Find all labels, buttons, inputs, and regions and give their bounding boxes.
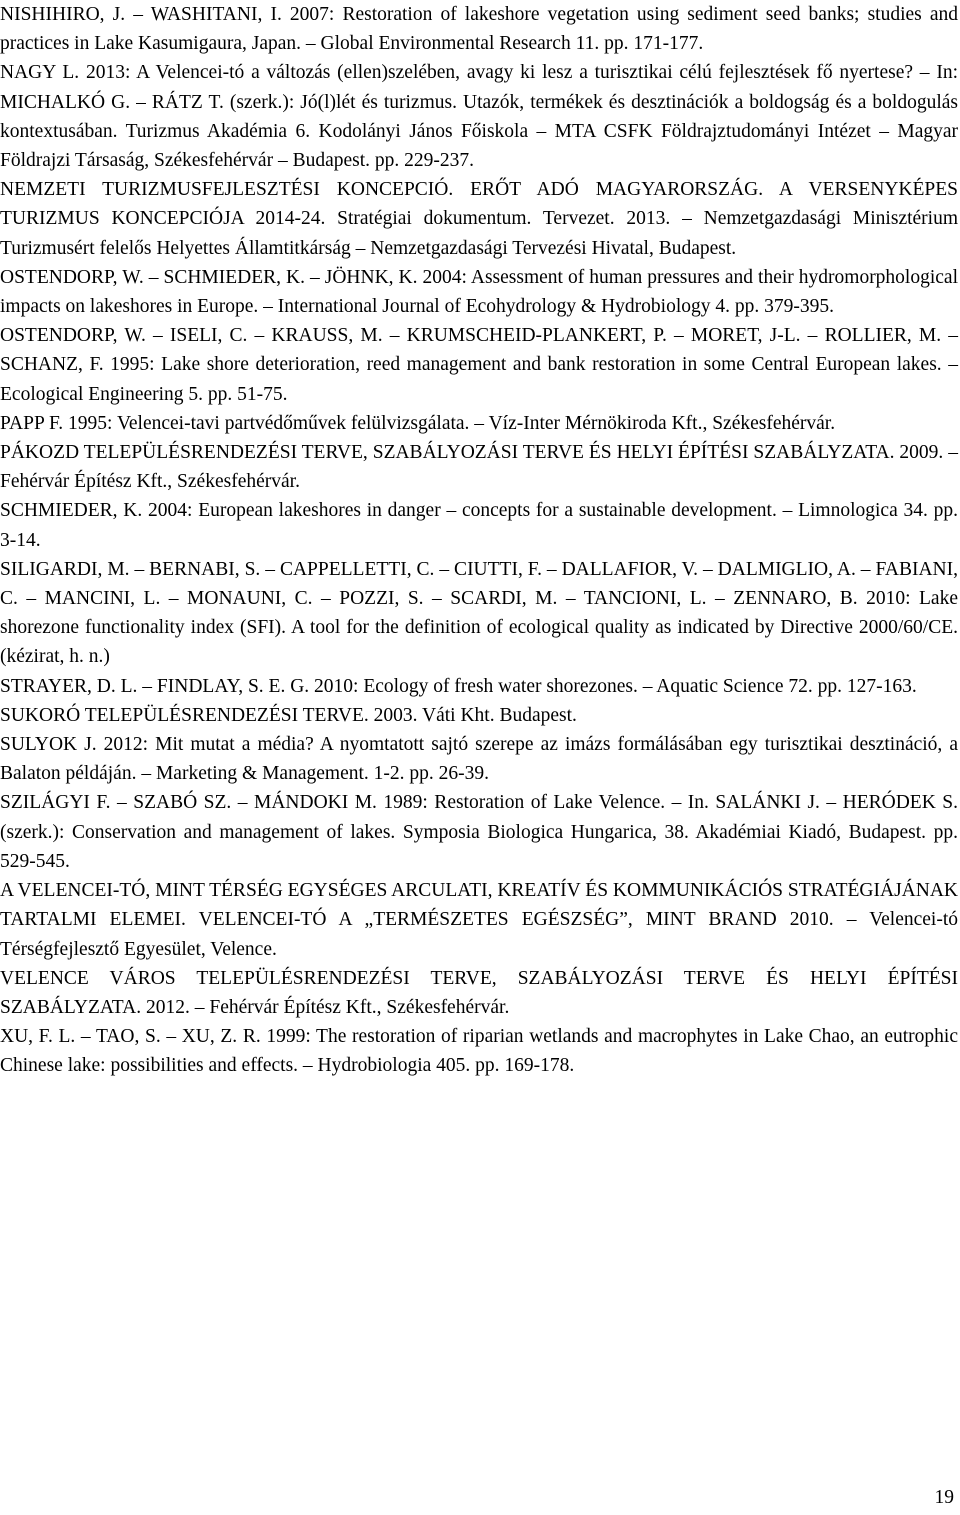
reference-entry: NISHIHIRO, J. – WASHITANI, I. 2007: Restoration of lakeshore vegetation using sediment seed banks; studies and practices in Lake Kasumigaura, Japan. – Global Environmental Research 11. pp. 171-177. <box>0 4 958 55</box>
reference-entry: OSTENDORP, W. – SCHMIEDER, K. – JÖHNK, K. 2004: Assessment of human pressures and their hydromorphological impacts on lakeshores in Europe. – International Journal of Ecohydrology & Hydrobiology 4. pp. 379-395. <box>0 266 958 318</box>
reference-entry: NAGY L. 2013: A Velencei-tó a változás (ellen)szelében, avagy ki lesz a turisztikai célú fejlesztések fő nyertese? – In: MICHALKÓ G. – RÁTZ T. (szerk.): Jó(l)lét és turizmus. Utazók, termékek és desztinációk a boldogság és a boldogulás kontextusában. Turizmus Akadémia 6. Kodolányi János Főiskola – MTA CSFK Földrajztudományi Intézet – Magyar Földrajzi Társaság, Székesfehérvár – Budapest. pp. 229-237. <box>0 62 958 172</box>
reference-entry: OSTENDORP, W. – ISELI, C. – KRAUSS, M. – KRUMSCHEID-PLANKERT, P. – MORET, J-L. – ROLLIER, M. – SCHANZ, F. 1995: Lake shore deterioration, reed management and bank restoration in some Central European lakes. – Ecological Engineering 5. pp. 51-75. <box>0 325 958 405</box>
reference-entry: VELENCE VÁROS TELEPÜLÉSRENDEZÉSI TERVE, SZABÁLYOZÁSI TERVE ÉS HELYI ÉPÍTÉSI SZABÁLYZATA. 2012. – Fehérvár Építész Kft., Székesfehérvár. <box>0 967 958 1018</box>
reference-entry: SULYOK J. 2012: Mit mutat a média? A nyomtatott sajtó szerepe az imázs formálásában egy turisztikai desztináció, a Balaton példáján. – Marketing & Management. 1-2. pp. 26-39. <box>0 734 958 785</box>
reference-entry: SCHMIEDER, K. 2004: European lakeshores in danger – concepts for a sustainable development. – Limnologica 34. pp. 3-14. <box>0 500 958 551</box>
reference-entry: STRAYER, D. L. – FINDLAY, S. E. G. 2010: Ecology of fresh water shorezones. – Aquatic Science 72. pp. 127-163. <box>0 675 917 697</box>
page-number: 19 <box>934 1487 954 1508</box>
reference-entry: SUKORÓ TELEPÜLÉSRENDEZÉSI TERVE. 2003. Váti Kht. Budapest. <box>0 704 577 726</box>
reference-entry: XU, F. L. – TAO, S. – XU, Z. R. 1999: The restoration of riparian wetlands and macrophytes in Lake Chao, an eutrophic Chinese lake: possibilities and effects. – Hydrobiologia 405. pp. 169-178. <box>0 1026 958 1077</box>
reference-entry: NEMZETI TURIZMUSFEJLESZTÉSI KONCEPCIÓ. ERŐT ADÓ MAGYARORSZÁG. A VERSENYKÉPES TURIZMUS KONCEPCIÓJA 2014-24. Stratégiai dokumentum. Tervezet. 2013. – Nemzetgazdasági Minisztérium Turizmusért felelős Helyettes Államtitkárság – Nemzetgazdasági Tervezési Hivatal, Budapest. <box>0 179 958 259</box>
reference-entry: SILIGARDI, M. – BERNABI, S. – CAPPELLETTI, C. – CIUTTI, F. – DALLAFIOR, V. – DALMIGLIO, A. – FABIANI, C. – MANCINI, L. – MONAUNI, C. – POZZI, S. – SCARDI, M. – TANCIONI, L. – ZENNARO, B. 2010: Lake shorezone functionality index (SFI). A tool for the definition of ecological quality as indicated by Directive 2000/60/CE. (kézirat, h. n.) <box>0 558 958 668</box>
reference-entry: SZILÁGYI F. – SZABÓ SZ. – MÁNDOKI M. 1989: Restoration of Lake Velence. – In. SALÁNKI J. – HERÓDEK S. (szerk.): Conservation and management of lakes. Symposia Biologica Hungarica, 38. Akadémiai Kiadó, Budapest. pp. 529-545. <box>0 792 958 872</box>
reference-entry: PAPP F. 1995: Velencei-tavi partvédőművek felülvizsgálata. – Víz-Inter Mérnökiroda Kft., Székesfehérvár. <box>0 412 836 434</box>
reference-entry: A VELENCEI-TÓ, MINT TÉRSÉG EGYSÉGES ARCULATI, KREATÍV ÉS KOMMUNIKÁCIÓS STRATÉGIÁJÁNAK TARTALMI ELEMEI. VELENCEI-TÓ A „TERMÉSZETES EGÉSZSÉG”, MINT BRAND 2010. – Velencei-tó Térségfejlesztő Egyesület, Velence. <box>0 880 958 960</box>
reference-entry: PÁKOZD TELEPÜLÉSRENDEZÉSI TERVE, SZABÁLYOZÁSI TERVE ÉS HELYI ÉPÍTÉSI SZABÁLYZATA. 2009. – Fehérvár Építész Kft., Székesfehérvár. <box>0 442 958 493</box>
